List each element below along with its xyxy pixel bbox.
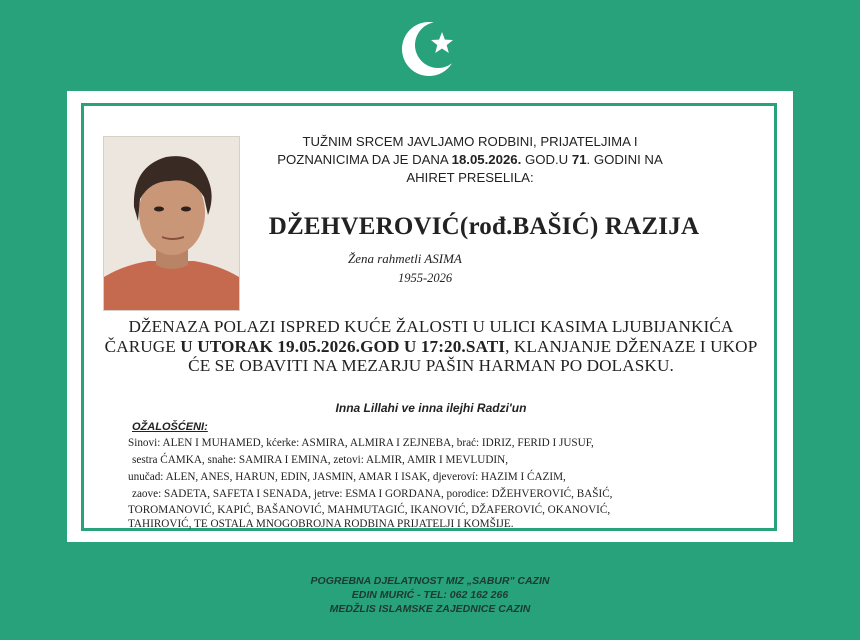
- mourners-line: TAHIROVIĆ, TE OSTALA MNOGOBROJNA RODBINA PRIJATELJI I KOMŠIJE.: [128, 518, 514, 530]
- deceased-name: DŽEHVEROVIĆ(rođ.BAŠIĆ) RAZIJA: [268, 213, 700, 240]
- footer-funeral-service: [230, 574, 630, 616]
- mourners-line: sestra ĆAMKA, snahe: SAMIRA I EMINA, zetovi: ALMIR, AMIR I MEVLUDIN,: [132, 454, 508, 466]
- footer-line-1: POGREBNA DJELATNOST MIZ „SABUR" CAZIN: [310, 575, 550, 587]
- announcement-line-2-pre: POZNANICIMA DA JE DANA: [277, 152, 452, 167]
- funeral-text-part-1: DŽENAZA POLAZI ISPRED KUĆE ŽALOSTI U ULICI KASIMA LJUBIJANKIĆA ČARUGE: [104, 317, 734, 356]
- footer-line-2: EDIN MURIĆ - TEL: 062 162 266: [351, 589, 509, 601]
- mourners-list: [128, 435, 688, 531]
- funeral-details: [98, 317, 764, 376]
- life-years: 1955-2026: [398, 271, 453, 285]
- mourners-line: Sinovi: ALEN I MUHAMED, kćerke: ASMIRA, ALMIRA I ZEJNEBA, brać: IDRIZ, FERID I JUSUF,: [128, 437, 594, 449]
- mourners-line: zaove: SADETA, SAFETA I SENADA, jetrve: ESMA I GORDANA, porodice: DŽEHVEROVIĆ, BAŠIĆ,: [132, 488, 613, 500]
- footer-line-3: MEDŽLIS ISLAMSKE ZAJEDNICE CAZIN: [329, 603, 531, 615]
- funeral-text-part-2: , KLANJANJE DŽENAZE I UKOP ĆE SE OBAVITI NA MEZARJU PAŠIN HARMAN PO DOLASKU.: [188, 336, 758, 375]
- wife-of-text: Žena rahmetli ASIMA: [348, 251, 462, 266]
- announcement-line-2-post: . GODINI NA: [586, 152, 663, 167]
- mourners-line: TOROMANOVIĆ, KAPIĆ, BAŠANOVIĆ, MAHMUTAGIĆ, IKANOVIĆ, DŽAFEROVIĆ, OKANOVIĆ,: [128, 504, 611, 516]
- death-date: 18.05.2026.: [451, 152, 522, 167]
- crescent-star-icon: [395, 18, 465, 80]
- prayer-text: Inna Lillahi ve inna ilejhi Radzi'un: [335, 401, 527, 415]
- announcement-line-2-mid: GOD.U: [521, 152, 572, 167]
- mourners-title: OŽALOŠĆENI:: [132, 421, 208, 433]
- mourners-line: unučad: ALEN, ANES, HARUN, EDIN, JASMIN, AMAR I ISAK, djeveroví: HAZIM I ĆAZIM,: [128, 471, 566, 483]
- portrait-photo: [104, 137, 239, 310]
- announcement-line-3: AHIRET PRESELILA:: [406, 170, 534, 185]
- announcement-text: [245, 133, 695, 187]
- funeral-day-time: U UTORAK 19.05.2026.GOD U 17:20.SATI: [180, 336, 506, 356]
- announcement-line-1: TUŽNIM SRCEM JAVLJAMO RODBINI, PRIJATELJIMA I: [302, 134, 638, 149]
- age: 71: [571, 152, 587, 167]
